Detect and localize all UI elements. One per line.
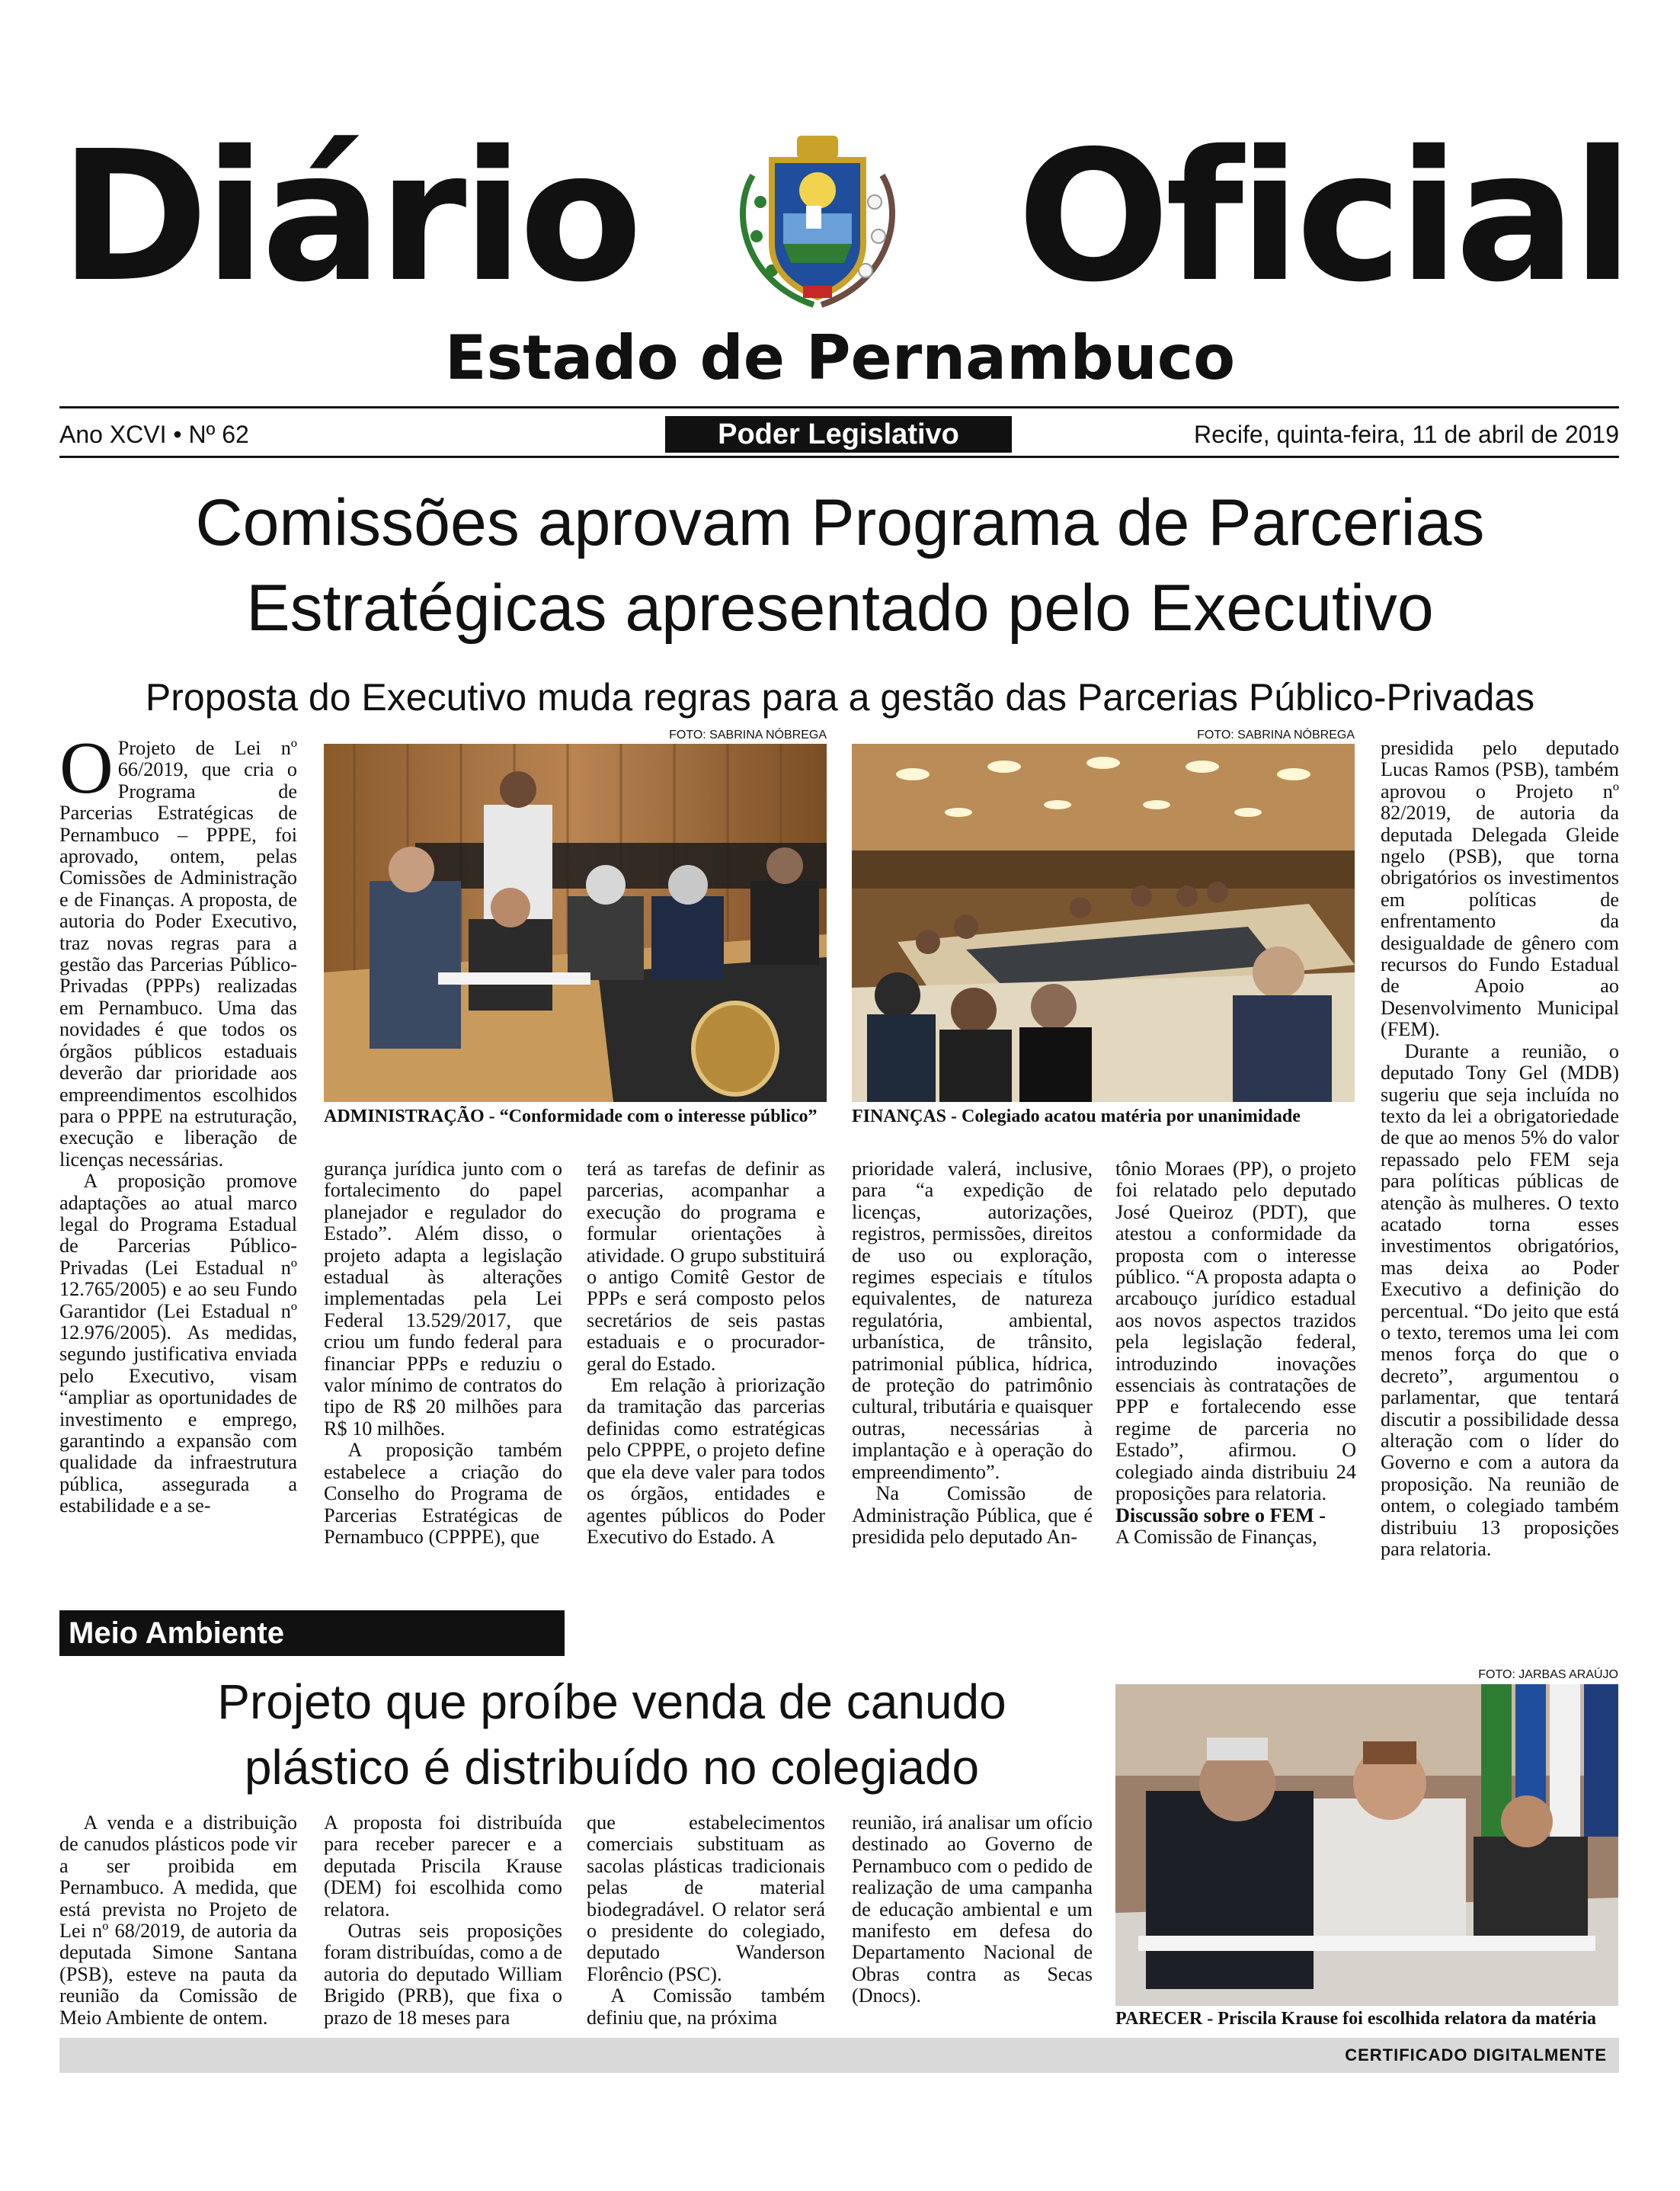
second-column-3 [587, 1812, 825, 2029]
second-column-1 [59, 1812, 297, 2029]
photo2-caption: FINANÇAS - Colegiado acatou matéria por unanimidade [852, 1107, 1301, 1126]
second-col3-paragraph1: que estabelecimentos comerciais substituam as sacolas plásticas tradicionais pelas de material biodegradável. O relator será o presidente do colegiado, deputado Wanderson Florêncio (PSC). [587, 1811, 825, 1985]
main-col1-paragraph1: Projeto de Lei nº 66/2019, que cria o Programa de Parcerias Estratégicas de Pernambuco – PPPE, foi aprovado, ontem, pelas Comissões de Administração e de Finanças. A proposta, de autoria do Poder Executivo, traz novas regras para a gestão das Parcerias Público-Privadas (PPPs) realizadas em Pernambuco. Uma das novidades é que todos os órgãos públicos estaduais deverão dar prioridade aos empreendimentos escolhidos para o PPPE na estruturação, execução e liberação de licenças necessárias. [59, 737, 297, 1171]
main-col5-subhead: Discussão sobre o FEM - [1115, 1504, 1326, 1526]
main-subheadline: Proposta do Executivo muda regras para a gestão das Parcerias Público-Privadas [145, 676, 1535, 719]
photo-parecer [1115, 1684, 1618, 2006]
main-col4-paragraph1: prioridade valerá, inclusive, para “a expedição de licenças, autorizações, registros, permissões, direitos de uso ou exploração, regimes especiais e títulos equivalentes, de natureza regulatória, ambiental, urbanística, de trânsito, patrimonial pública, hídrica, de proteção do patrimônio cultural, tributária e quaisquer outras, necessárias à implantação e à operação do empreendimento”. [852, 1158, 1093, 1483]
main-col2-paragraph2: A proposição também estabelece a criação do Conselho do Programa de Parcerias Estratégicas de Pernambuco (CPPPE), que [324, 1439, 562, 1548]
second-column-4 [852, 1812, 1093, 2007]
main-headline-line2: Estratégicas apresentado pelo Executivo [246, 572, 1434, 645]
section-meio-ambiente: Meio Ambiente [59, 1610, 565, 1656]
footer-bar [59, 2038, 1619, 2073]
second-col2-paragraph2: Outras seis proposições foram distribuídas, como a de autoria do deputado William Brigido (PRB), que fixa o prazo de 18 meses para [324, 1920, 562, 2029]
second-col1-paragraph: A venda e a distribuição de canudos plásticos pode vir a ser proibida em Pernambuco. A medida, que está prevista no Projeto de Lei nº 68/2019, de autoria da deputada Simone Santana (PSB), esteve na pauta da reunião da Comissão de Meio Ambiente de ontem. [59, 1811, 297, 2029]
masthead-rule-top [59, 406, 1619, 408]
main-column-5 [1115, 1158, 1356, 1548]
photo2-credit: FOTO: SABRINA NÓBREGA [1197, 729, 1355, 742]
masthead-title-left: Diário [59, 112, 638, 322]
pernambuco-coat-of-arms-icon [730, 130, 905, 312]
main-col5-paragraph2: A Comissão de Finanças, [1115, 1525, 1317, 1548]
photo1-credit: FOTO: SABRINA NÓBREGA [669, 729, 827, 742]
second-headline [59, 1669, 1164, 1800]
main-column-6 [1381, 738, 1619, 1560]
main-col3-paragraph2: Em relação à priorização da tramitação das parcerias definidas como estratégicas pelo CPPPE, o projeto define que ela deve valer para todos os órgãos, entidades e agentes públicos do Poder Executivo do Estado. A [587, 1374, 825, 1548]
masthead-subtitle: Estado de Pernambuco [444, 322, 1236, 393]
main-headline [30, 480, 1650, 651]
main-col4-paragraph2: Na Comissão de Administração Pública, que é presidida pelo deputado An- [852, 1482, 1093, 1548]
main-column-2 [324, 1158, 562, 1548]
main-column-4 [852, 1158, 1093, 1548]
main-col5-paragraph1: tônio Moraes (PP), o projeto foi relatado pelo deputado José Queiroz (PDT), que atestou a conformidade da proposta com o interesse público. “A proposta adapta o arcabouço jurídico estadual aos novos aspectos trazidos pela legislação federal, introduzindo inovações essenciais às contratações de PPP e fortalecendo esse regime de parceria no Estado”, afirmou. O colegiado ainda distribuiu 24 proposições para relatoria. [1115, 1158, 1356, 1505]
masthead-title-right: Oficial [1016, 112, 1629, 322]
main-col3-paragraph1: terá as tarefas de definir as parcerias, acompanhar a execução do programa e formular orientações à atividade. O grupo substituirá o antigo Comitê Gestor de PPPs e será composto pelos secretários de seis pastas estaduais e o procurador-geral do Estado. [587, 1158, 825, 1375]
section-badge: Poder Legislativo [665, 416, 1012, 453]
masthead-rule-bottom [59, 456, 1619, 458]
second-headline-line2: plástico é distribuído no colegiado [244, 1740, 980, 1795]
drop-cap: O [59, 727, 114, 809]
second-column-2 [324, 1812, 562, 2029]
main-column-3 [587, 1158, 825, 1548]
main-headline-line1: Comissões aprovam Programa de Parcerias [195, 486, 1485, 559]
second-col3-paragraph2: A Comissão também definiu que, na próxima [587, 1984, 825, 2029]
edition-number: Ano XCVI • Nº 62 [59, 421, 249, 448]
second-col4-paragraph: reunião, irá analisar um ofício destinado ao Governo de Pernambuco com o pedido de realização de uma campanha de educação ambiental e um manifesto em defesa do Departamento Nacional de Obras contra as Secas (Dnocs). [852, 1811, 1093, 2007]
main-col6-paragraph2: Durante a reunião, o deputado Tony Gel (MDB) sugeriu que seja incluída no texto da lei a obrigatoriedade de que ao menos 5% do valor repassado pelo FEM seja para políticas públicas de atenção às mulheres. O texto acatado torna esses investimentos obrigatórios, mas deixa ao Poder Executivo a definição do percentual. “Do jeito que está o texto, teremos uma lei com menos força do que o decreto”, argumentou o parlamentar, que tentará discutir a possibilidade dessa alteração com o líder do Governo e com a autora da proposição. Na reunião de ontem, o colegiado também distribuiu 13 proposições para relatoria. [1381, 1039, 1619, 1561]
masthead [59, 114, 1629, 320]
main-col1-paragraph2: A proposição promove adaptações ao atual marco legal do Programa Estadual de Parcerias Público-Privadas (Lei Estadual nº 12.765/2005) e ao seu Fundo Garantidor (Lei Estadual nº 12.976/2005). As medidas, segundo justificativa enviada pelo Executivo, visam “ampliar as oportunidades de investimento e emprego, garantindo a expansão com qualidade da infraestrutura pública, assegurada a estabilidade e a se- [59, 1170, 297, 1517]
main-column-1 [59, 727, 297, 1517]
dateline: Recife, quinta-feira, 11 de abril de 2019 [1194, 421, 1619, 448]
photo3-credit: FOTO: JARBAS ARAÚJO [1478, 1668, 1618, 1681]
second-col2-paragraph1: A proposta foi distribuída para receber parecer e a deputada Priscila Krause (DEM) foi escolhida como relatora. [324, 1811, 562, 1920]
footer-certified-text: CERTIFICADO DIGITALMENTE [1345, 2045, 1607, 2064]
second-headline-line1: Projeto que proíbe venda de canudo [217, 1674, 1006, 1729]
main-col2-paragraph1: gurança jurídica junto com o fortalecimento do papel planejador e regulador do Estado”. Além disso, o projeto adapta a legislação estadual às alterações implementadas pela Lei Federal 13.529/2017, que criou um fundo federal para financiar PPPs e reduziu o valor mínimo de contratos do tipo de R$ 20 milhões para R$ 10 milhões. [324, 1158, 562, 1440]
photo-financas [852, 744, 1355, 1102]
photo1-caption: ADMINISTRAÇÃO - “Conformidade com o interesse público” [324, 1107, 818, 1126]
photo-administracao [324, 744, 827, 1102]
photo3-caption: PARECER - Priscila Krause foi escolhida relatora da matéria [1115, 2009, 1597, 2029]
main-col6-paragraph1: presidida pelo deputado Lucas Ramos (PSB), também aprovou o Projeto nº 82/2019, de autoria da deputada Delegada Gleide ngelo (PSB), que torna obrigatórios os investimentos em políticas de enfrentamento da desigualdade de gênero com recursos do Fundo Estadual de Apoio ao Desenvolvimento Municipal (FEM). [1381, 737, 1619, 1041]
